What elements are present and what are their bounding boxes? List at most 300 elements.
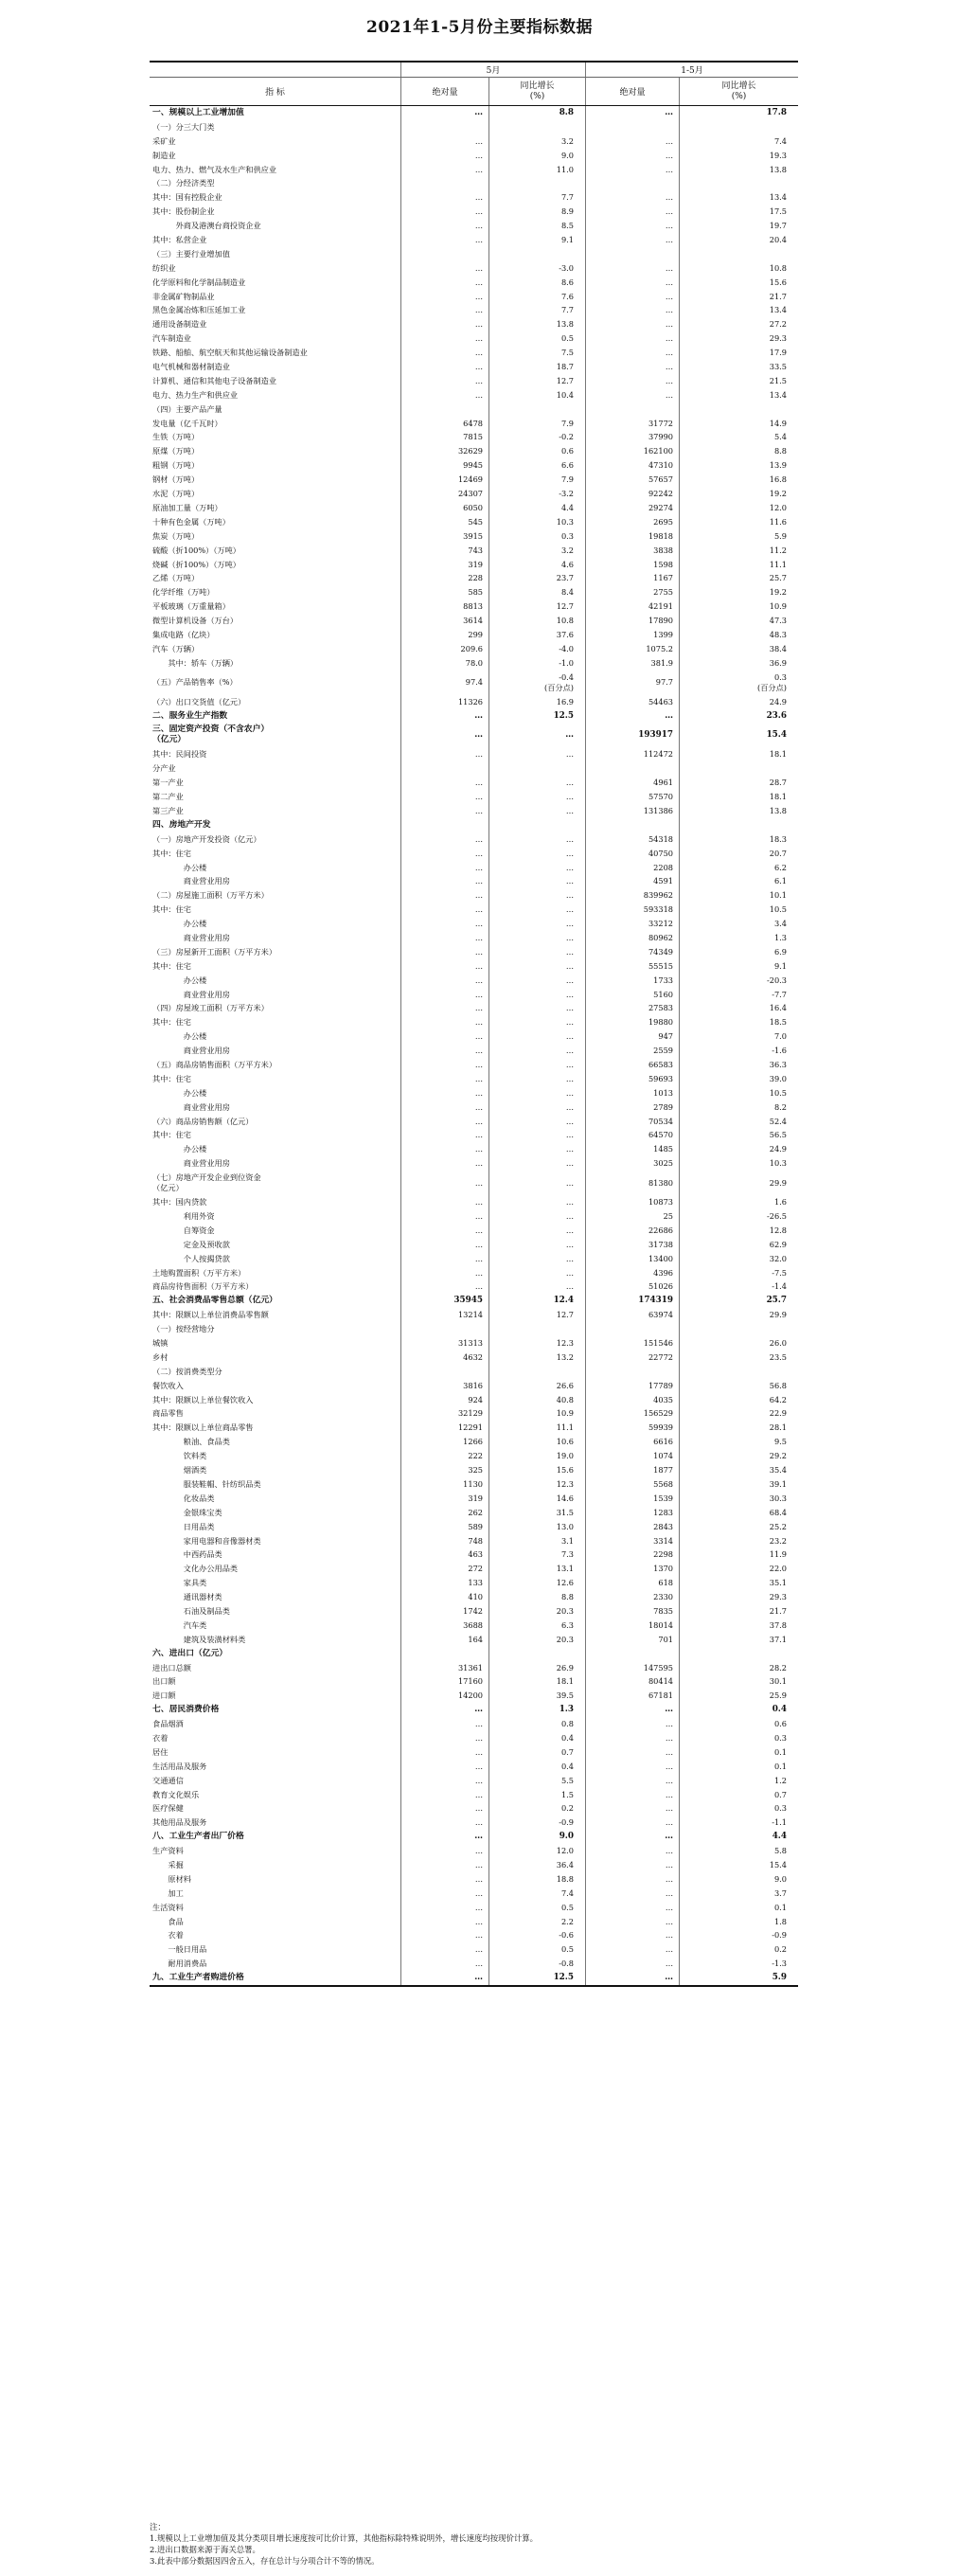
jan-may-yoy-cell: 48.3 [679,628,798,642]
jan-may-yoy-cell: 11.6 [679,515,798,529]
jan-may-yoy-cell: 12.0 [679,501,798,515]
row-label: （二）分经济类型 [152,178,215,188]
may-yoy-cell: 3.2 [488,544,585,558]
may-absolute-cell: … [400,1717,488,1731]
row-label: 一、规模以上工业增加值 [152,108,244,117]
table-row [150,501,798,515]
row-label: 商业营业用房 [152,932,230,942]
row-label: 日用品类 [152,1521,215,1531]
jan-may-absolute-cell [585,247,679,261]
may-absolute-cell: 463 [400,1547,488,1562]
may-absolute-cell: 3688 [400,1619,488,1633]
jan-may-absolute-cell: … [585,360,679,374]
row-label: 水泥（万吨） [152,489,200,499]
jan-may-yoy-cell: 25.2 [679,1520,798,1534]
row-label: 平板玻璃（万重量箱） [152,601,230,612]
may-absolute-cell: … [400,261,488,276]
table-row [150,1492,798,1506]
table-row [150,1957,798,1971]
row-label: 商业营业用房 [152,1046,230,1056]
table-header-row-1 [150,63,798,78]
row-label: 耐用消费品 [152,1959,207,1969]
jan-may-absolute-cell: … [585,134,679,149]
jan-may-absolute-cell: 156529 [585,1406,679,1421]
row-label: 原煤（万吨） [152,446,200,456]
row-label-line: 三、固定资产投资（不含农户） [152,724,270,735]
may-yoy-cell: 0.6 [488,444,585,458]
table-row [150,1336,798,1351]
may-absolute-cell: … [400,888,488,903]
may-absolute-cell: 14200 [400,1689,488,1703]
jan-may-yoy-cell: -7.5 [679,1266,798,1280]
table-row [150,190,798,205]
jan-may-yoy-cell: 1.3 [679,931,798,945]
may-yoy-cell: 31.5 [488,1506,585,1520]
may-yoy-cell [488,1647,585,1661]
table-header-row-2 [150,78,798,106]
jan-may-yoy-cell: 7.4 [679,134,798,149]
row-label [150,1171,400,1195]
jan-may-yoy-cell: 18.3 [679,832,798,847]
may-yoy-cell: … [488,1072,585,1086]
may-yoy-cell: 12.7 [488,599,585,614]
may-absolute-cell: 6050 [400,501,488,515]
jan-may-absolute-cell: 22772 [585,1351,679,1365]
table-row [150,1252,798,1266]
jan-may-absolute-cell: … [585,1703,679,1717]
jan-may-yoy-cell: 23.5 [679,1351,798,1365]
row-label: 采矿业 [152,135,176,146]
table-row [150,176,798,190]
may-absolute-cell: … [400,847,488,861]
table-row [150,1086,798,1100]
may-yoy-cell: 8.5 [488,219,585,233]
page-title: 2021年1-5月份主要指标数据 [365,18,594,37]
may-absolute-cell: … [400,134,488,149]
jan-may-yoy-cell: 0.3 [679,1801,798,1816]
footnotes [150,2521,798,2567]
row-label: 其中：住宅 [152,1017,191,1028]
jan-may-yoy-cell: 32.0 [679,1252,798,1266]
may-absolute-cell: … [400,1788,488,1802]
may-yoy-cell: 12.5 [488,709,585,724]
jan-may-yoy-cell: 10.8 [679,261,798,276]
table-row [150,804,798,818]
may-absolute-cell: … [400,709,488,724]
may-yoy-cell: … [488,1100,585,1115]
jan-may-yoy-cell: 0.4 [679,1703,798,1717]
jan-may-absolute-cell: 2789 [585,1100,679,1115]
table-row [150,149,798,163]
may-absolute-cell: … [400,931,488,945]
may-yoy-cell: 12.3 [488,1336,585,1351]
may-yoy-cell: … [488,931,585,945]
row-label: 五、社会消费品零售总额（亿元） [152,1296,277,1306]
may-yoy-cell [488,176,585,190]
jan-may-yoy-cell: 10.5 [679,903,798,917]
may-yoy-cell: 12.5 [488,1971,585,1985]
may-absolute-cell: … [400,1128,488,1142]
header-yoy-jan-may [679,78,798,105]
row-label: （二）按消费类型分 [152,1366,222,1376]
table-row [150,473,798,487]
row-label: 石油及制品类 [152,1605,230,1616]
table-row [150,1674,798,1689]
may-absolute-cell: … [400,1745,488,1760]
row-label: 九、工业生产者购进价格 [152,1973,244,1983]
may-yoy-cell: 0.5 [488,1942,585,1957]
row-label: 中西药品类 [152,1549,222,1560]
may-absolute-cell: … [400,205,488,219]
table-row [150,1661,798,1675]
jan-may-absolute-cell: … [585,303,679,317]
jan-may-yoy-cell: 68.4 [679,1506,798,1520]
jan-may-absolute-cell: 1485 [585,1142,679,1156]
may-absolute-cell: … [400,1142,488,1156]
may-absolute-cell: 3915 [400,529,488,544]
row-label: 其中：住宅 [152,848,191,858]
row-label: 铁路、船舶、航空航天和其他运输设备制造业 [152,348,308,358]
row-label: 粮油、食品类 [152,1437,230,1447]
table-row [150,1633,798,1647]
jan-may-yoy-cell: -0.9 [679,1928,798,1942]
table-row [150,1816,798,1830]
table-row [150,988,798,1002]
may-absolute-cell: 1266 [400,1435,488,1449]
table-row [150,1477,798,1492]
may-yoy-cell [488,247,585,261]
table-row [150,888,798,903]
may-yoy-cell: 9.0 [488,1830,585,1844]
row-label: 生活用品及服务 [152,1761,207,1771]
table-row [150,1044,798,1058]
table-row [150,1156,798,1171]
row-label: 分产业 [152,763,176,774]
table-row [150,671,798,695]
jan-may-yoy-cell: 4.4 [679,1830,798,1844]
table-row [150,847,798,861]
table-row [150,1745,798,1760]
jan-may-absolute-cell: 19818 [585,529,679,544]
row-label: 二、服务业生产指数 [152,710,228,721]
table-row [150,1760,798,1774]
jan-may-absolute-cell: … [585,1830,679,1844]
jan-may-yoy-cell: 6.2 [679,861,798,875]
may-yoy-cell: -0.2 [488,430,585,444]
row-label: 微型计算机设备（万台） [152,616,239,626]
row-label: 交通通信 [152,1775,184,1785]
table-row [150,346,798,360]
jan-may-yoy-cell: 36.3 [679,1058,798,1072]
jan-may-absolute-cell: 381.9 [585,656,679,671]
may-absolute-cell: … [400,317,488,331]
may-absolute-cell: … [400,1100,488,1115]
table-row [150,163,798,177]
row-label: 其中：国内贷款 [152,1197,207,1208]
row-label: 其中：国有控股企业 [152,192,222,203]
may-absolute-cell: … [400,1942,488,1957]
row-label: 原材料 [152,1873,191,1884]
may-yoy-cell: 26.9 [488,1661,585,1675]
jan-may-absolute-cell: 1075.2 [585,642,679,656]
jan-may-absolute-cell: 701 [585,1633,679,1647]
jan-may-yoy-cell: 22.9 [679,1406,798,1421]
may-absolute-cell: 4632 [400,1351,488,1365]
table-row [150,1279,798,1294]
table-row [150,599,798,614]
may-yoy-cell: … [488,1238,585,1252]
may-absolute-cell: … [400,360,488,374]
jan-may-yoy-cell: 29.3 [679,1590,798,1604]
jan-may-absolute-cell: 17890 [585,614,679,628]
jan-may-yoy-cell: 17.9 [679,346,798,360]
row-label: （二）房屋施工面积（万平方米） [152,890,269,901]
jan-may-absolute-cell: 5568 [585,1477,679,1492]
jan-may-absolute-cell: … [585,1844,679,1858]
jan-may-yoy-cell: 10.1 [679,888,798,903]
row-label: 其他用品及服务 [152,1817,207,1828]
may-yoy-cell: 0.8 [488,1717,585,1731]
may-absolute-cell: … [400,874,488,888]
jan-may-yoy-cell: 17.5 [679,205,798,219]
may-absolute-cell: … [400,303,488,317]
row-label: （五）产品销售率（%） [152,677,238,688]
jan-may-yoy-cell: 21.5 [679,374,798,388]
table-row [150,1844,798,1858]
may-yoy-cell [488,120,585,134]
table-row [150,1703,798,1717]
jan-may-absolute-cell: 3838 [585,544,679,558]
jan-may-yoy-cell: 19.7 [679,219,798,233]
may-yoy-cell: … [488,888,585,903]
jan-may-yoy-cell: 15.6 [679,276,798,290]
header-absolute-may: 绝对量 [400,78,488,105]
row-label: 衣着 [152,1930,184,1941]
table-row [150,1115,798,1129]
jan-may-yoy-cell: 13.8 [679,163,798,177]
jan-may-yoy-cell [679,1365,798,1379]
may-absolute-cell: … [400,861,488,875]
jan-may-yoy-cell: 39.0 [679,1072,798,1086]
jan-may-yoy-cell: 1.8 [679,1915,798,1929]
jan-may-absolute-cell: … [585,331,679,346]
may-absolute-cell: 228 [400,571,488,585]
row-label: 化学纤维（万吨） [152,587,215,598]
may-absolute-cell: … [400,1928,488,1942]
table-row [150,761,798,776]
indicator-table [150,61,798,1987]
table-row [150,1100,798,1115]
may-absolute-cell: 7815 [400,430,488,444]
jan-may-yoy-cell: 23.6 [679,709,798,724]
row-label: 四、房地产开发 [152,819,211,830]
jan-may-yoy-cell: 0.6 [679,1717,798,1731]
may-yoy-cell: 37.6 [488,628,585,642]
may-yoy-cell: 7.6 [488,290,585,304]
row-label: 土地购置面积（万平方米） [152,1267,246,1278]
jan-may-absolute-cell: 131386 [585,804,679,818]
row-label: 汽车类 [152,1619,207,1630]
may-absolute-cell: … [400,1015,488,1029]
may-yoy-cell: -1.0 [488,656,585,671]
may-absolute-cell: 78.0 [400,656,488,671]
may-absolute-cell: … [400,290,488,304]
jan-may-yoy-cell: 3.7 [679,1887,798,1901]
jan-may-absolute-cell: … [585,1928,679,1942]
may-absolute-cell: … [400,974,488,988]
jan-may-absolute-cell: … [585,374,679,388]
jan-may-absolute-cell: 947 [585,1029,679,1044]
table-row [150,1351,798,1365]
jan-may-yoy-cell: 0.1 [679,1745,798,1760]
table-row [150,1058,798,1072]
may-absolute-cell: 589 [400,1520,488,1534]
jan-may-yoy-cell: 38.4 [679,642,798,656]
table-row [150,1647,798,1661]
jan-may-yoy-cell: 1.6 [679,1195,798,1209]
may-yoy-cell: 11.0 [488,163,585,177]
jan-may-yoy-cell: 13.4 [679,388,798,402]
jan-may-yoy-cell [679,818,798,832]
table-row [150,219,798,233]
jan-may-absolute-cell: 97.7 [585,671,679,695]
may-absolute-cell: … [400,331,488,346]
may-yoy-cell: 0.2 [488,1801,585,1816]
table-row [150,303,798,317]
table-row [150,1449,798,1463]
jan-may-yoy-cell: 35.4 [679,1463,798,1477]
row-label: 加工 [152,1887,184,1898]
row-label: （一）房地产开发投资（亿元） [152,833,261,844]
jan-may-yoy-cell: 11.9 [679,1547,798,1562]
may-yoy-cell: -0.6 [488,1928,585,1942]
jan-may-yoy-cell: -7.7 [679,988,798,1002]
may-yoy-cell: -0.9 [488,1816,585,1830]
row-label: 粗钢（万吨） [152,460,200,471]
table-row [150,1015,798,1029]
jan-may-absolute-cell: 74349 [585,945,679,959]
jan-may-absolute-cell: 2298 [585,1547,679,1562]
jan-may-absolute-cell: 2755 [585,585,679,599]
table-row [150,1266,798,1280]
row-label: 黑色金属冶炼和压延加工业 [152,305,246,315]
row-label: 八、工业生产者出厂价格 [152,1832,244,1842]
jan-may-yoy-cell: 33.5 [679,360,798,374]
row-label: 商品房待售面积（万平方米） [152,1281,254,1292]
jan-may-absolute-cell: 112472 [585,747,679,761]
may-absolute-cell: … [400,903,488,917]
table-row [150,776,798,790]
may-yoy-cell: 19.0 [488,1449,585,1463]
may-absolute-cell: … [400,1252,488,1266]
row-label: 进口额 [152,1690,176,1701]
may-absolute-cell: 9945 [400,458,488,473]
table-row [150,1928,798,1942]
table-row [150,1238,798,1252]
table-row [150,874,798,888]
jan-may-yoy-cell: 8.2 [679,1100,798,1115]
jan-may-absolute-cell: … [585,1901,679,1915]
may-yoy-cell: … [488,747,585,761]
may-yoy-cell: … [488,903,585,917]
may-yoy-cell [488,761,585,776]
may-absolute-cell: … [400,1072,488,1086]
may-absolute-cell: … [400,988,488,1002]
may-yoy-cell: … [488,1015,585,1029]
yoy-value: -0.4 [559,671,574,682]
may-yoy-cell: 16.9 [488,695,585,709]
jan-may-absolute-cell: 59693 [585,1072,679,1086]
may-absolute-cell: 1742 [400,1604,488,1619]
may-absolute-cell [400,761,488,776]
jan-may-absolute-cell: 37990 [585,430,679,444]
table-row [150,1971,798,1985]
jan-may-absolute-cell: 5160 [585,988,679,1002]
may-yoy-cell: 7.7 [488,303,585,317]
jan-may-absolute-cell: … [585,1942,679,1957]
row-label: 商业营业用房 [152,876,230,886]
may-yoy-cell: 6.3 [488,1619,585,1633]
table-row [150,1029,798,1044]
jan-may-absolute-cell [585,1365,679,1379]
may-yoy-cell: 3.1 [488,1534,585,1548]
may-yoy-cell: 12.7 [488,374,585,388]
may-yoy-cell: 8.4 [488,585,585,599]
row-label: 利用外资 [152,1211,215,1222]
may-yoy-cell: … [488,1058,585,1072]
table-row [150,1858,798,1872]
row-label: 纺织业 [152,262,176,273]
table-row [150,1604,798,1619]
row-label: 硫酸（折100%）（万吨） [152,545,240,555]
row-label: 其中：住宅 [152,904,191,915]
row-label: 办公楼 [152,919,207,929]
jan-may-absolute-cell: … [585,317,679,331]
row-label: 其中：限额以上单位商品零售 [152,1422,254,1433]
jan-may-absolute-cell: … [585,1957,679,1971]
may-absolute-cell: … [400,1915,488,1929]
row-label: 教育文化娱乐 [152,1789,200,1799]
jan-may-absolute-cell: … [585,1788,679,1802]
may-yoy-cell: … [488,847,585,861]
yoy-unit: (百分点) [757,682,787,692]
table-row [150,959,798,974]
may-absolute-cell: … [400,1279,488,1294]
may-absolute-cell: … [400,1086,488,1100]
may-yoy-cell: 4.4 [488,501,585,515]
row-label: 出口额 [152,1676,176,1687]
jan-may-yoy-cell: 1.2 [679,1774,798,1788]
footnote: 注： [150,2522,166,2531]
jan-may-yoy-cell: 30.3 [679,1492,798,1506]
table-row [150,261,798,276]
may-absolute-cell: … [400,1774,488,1788]
jan-may-absolute-cell: 1013 [585,1086,679,1100]
may-yoy-cell: 12.3 [488,1477,585,1492]
row-label: 生产资料 [152,1846,184,1856]
table-row [150,1520,798,1534]
may-absolute-cell: … [400,1971,488,1985]
table-row [150,818,798,832]
may-absolute-cell: 3816 [400,1379,488,1393]
may-absolute-cell [400,120,488,134]
may-absolute-cell: … [400,190,488,205]
may-yoy-cell: … [488,974,585,988]
jan-may-absolute-cell: 174319 [585,1294,679,1308]
jan-may-yoy-cell: 6.1 [679,874,798,888]
may-yoy-cell: 8.9 [488,205,585,219]
jan-may-yoy-cell: 8.8 [679,444,798,458]
